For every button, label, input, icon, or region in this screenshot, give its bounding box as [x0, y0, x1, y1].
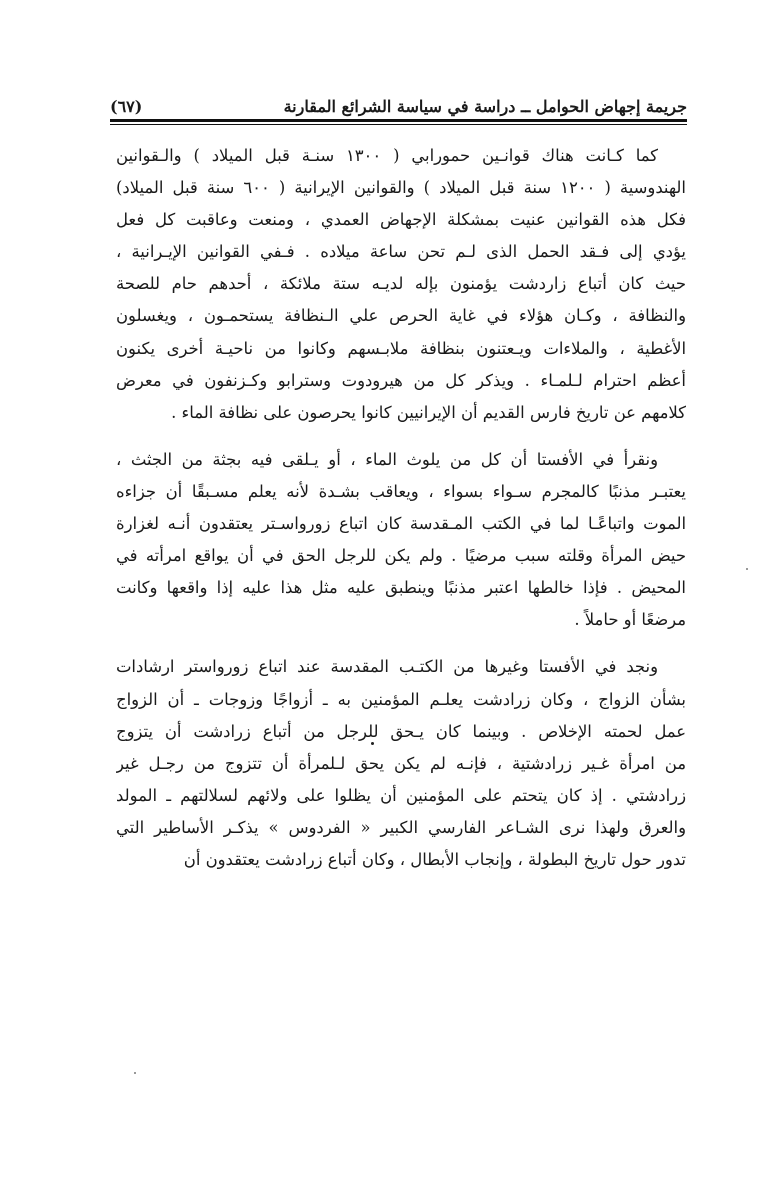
text-line: المحيض . فإذا خالطها اعتبر مذنبًا وينطبق عليه مثل هذا عليه إذا واقعها وكانت	[116, 578, 686, 598]
text-line: الهندوسية ( ١٢٠٠ سنة قبل الميلاد ) والقوانين الإيرانية ( ٦٠٠ سنة قبل الميلاد)	[116, 178, 686, 198]
body-text	[116, 140, 686, 876]
text-line: يؤدي إلى فـقد الحمل الذى لـم تحن ساعة ميلاده . فـفي القوانين الإيـرانية ،	[116, 242, 686, 262]
text-line: تدور حول تاريخ البطولة ، وإنجاب الأبطال ، وكان أتباع زرادشت يعتقدون أن	[183, 849, 686, 869]
text-line: بشأن الزواج ، وكان زرادشت يعلـم المؤمنين به ـ أزواجًا وزوجات ـ أن الزواج	[116, 689, 686, 709]
text-line: والنظافة ، وكـان هؤلاء في غاية الحرص علي الـنظافة يستحمـون ، ويغسلون	[116, 306, 686, 326]
text-line: كلامهم عن تاريخ فارس القديم أن الإيرانيين كانوا يحرصون على نظافة الماء .	[171, 402, 686, 422]
text-line: ونجد في الأفستا وغيرها من الكتـب المقدسة عند اتباع زورواستر ارشادات	[116, 657, 658, 677]
scan-speck	[746, 568, 748, 570]
text-line: عمل لحمته الإخلاص . وبينما كان يـحق للرجل من أتباع زرادشت أن يتزوج	[116, 721, 686, 741]
text-line: الموت واتباعًـا لما في الكتب المـقدسة كان اتباع زورواسـتر يعتقدون أنـه لغزارة	[116, 514, 686, 534]
text-line: حيث كان أتباع زاردشت يؤمنون بإله لديـه ستة ملائكة ، أحدهم حام للصحة	[116, 274, 686, 294]
text-line: كما كـانت هناك قوانـين حمورابي ( ١٣٠٠ سنـة قبل الميلاد ) والـقوانين	[116, 146, 658, 165]
paragraph-3	[116, 651, 686, 876]
ink-dot	[371, 742, 374, 745]
text-line: حيض المرأة وقلته سبب مرضيًا . ولم يكن للرجل الحق في أن يواقع امرأته في	[116, 546, 686, 566]
running-title: جريمة إجهاض الحوامل ــ دراسة في سياسة الشرائع المقارنة	[283, 97, 687, 116]
text-line: زرادشتي . إذ كان يتحتم على المؤمنين أن يظلوا على ولائهم لسلالتهم ـ المولد	[116, 785, 686, 805]
text-line: ونقرأ في الأفستا أن كل من يلوث الماء ، أو يـلقى فيه بجثة من الجثث ،	[116, 449, 658, 469]
paragraph-1	[116, 140, 686, 429]
text-line: من امرأة غـير زرادشتية ، فإنـه لم يكن يحق لـلمرأة أن تتزوج من رجـل غير	[116, 753, 686, 773]
scan-speck	[134, 1072, 136, 1074]
page-number: (٦٧)	[110, 97, 143, 116]
text-line: مرضعًا أو حاملاً .	[574, 610, 686, 630]
text-line: والعرق ولهذا نرى الشـاعر الفارسي الكبير « الفردوس » يذكـر الأساطير التي	[116, 817, 686, 837]
header-rule-thick	[110, 119, 687, 122]
running-header	[110, 86, 687, 116]
header-rule-thin	[110, 124, 687, 125]
text-line: يعتبـر مذنبًا كالمجرم سـواء بسواء ، ويعاقب بشـدة لأنه يعلم مسـبقًا أن جزاءه	[116, 481, 686, 501]
text-line: أعظم احترام لـلمـاء . ويذكر كل من هيرودوت وسترابو وكـزنفون في معرض	[116, 370, 686, 390]
text-line: فكل هذه القوانين عنيت بمشكلة الإجهاض العمدي ، ومنعت وعاقبت كل فعل	[116, 210, 686, 230]
text-line: الأغطية ، والملاءات ويـعتنون بنظافة ملابـسهم وكانوا من ناحيـة أخرى يكنون	[116, 338, 686, 358]
paragraph-2	[116, 444, 686, 637]
